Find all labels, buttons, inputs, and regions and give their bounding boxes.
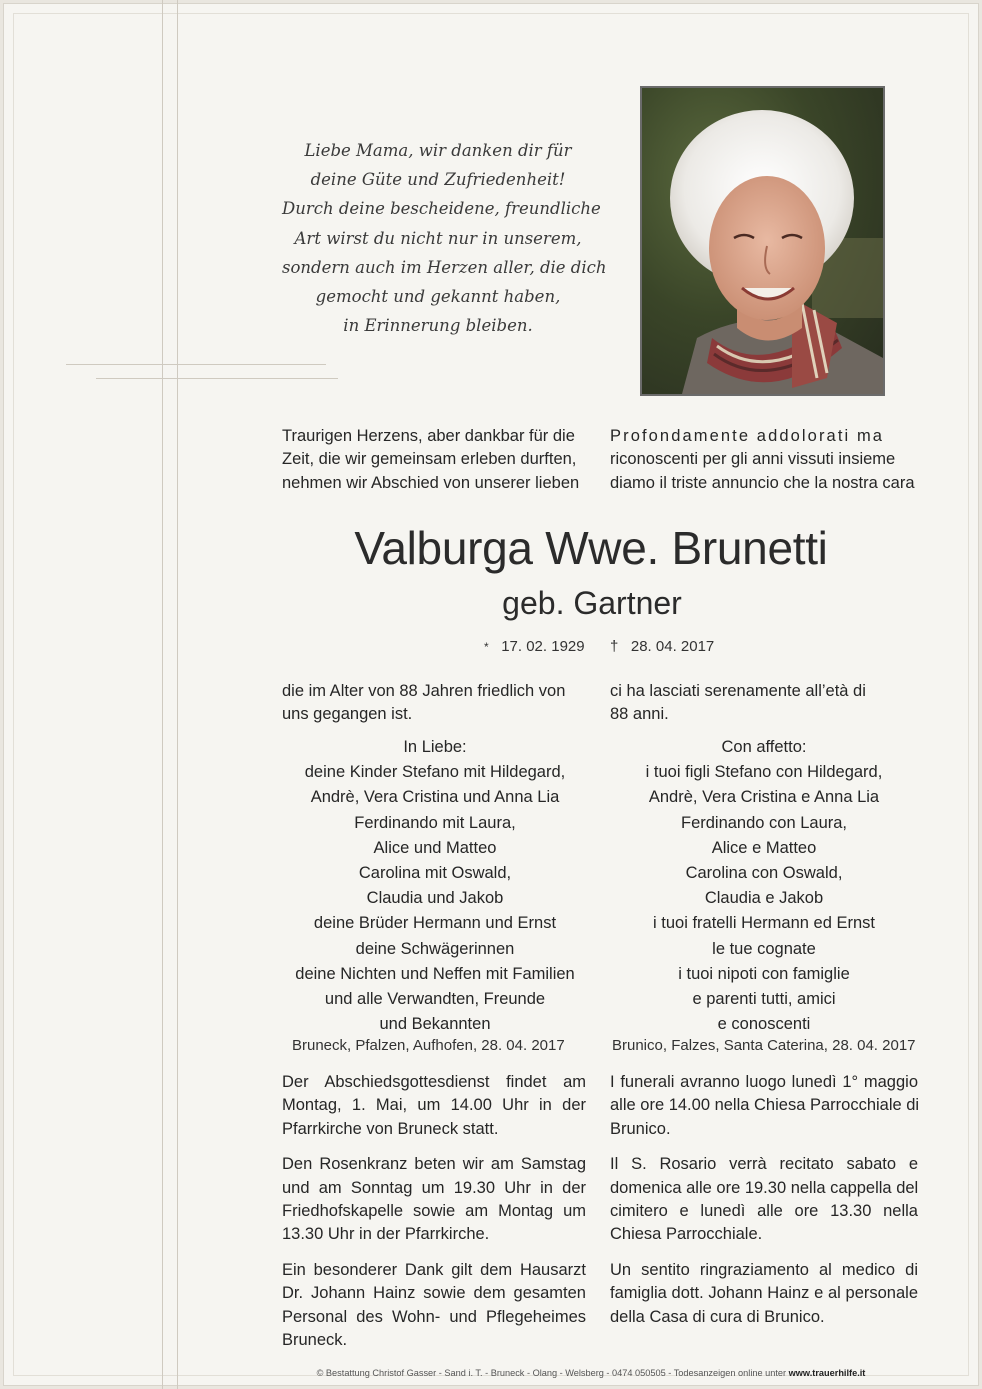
- family-it-line: e parenti tutti, amici: [692, 990, 836, 1009]
- note-line: della Casa di cura di Brunico.: [610, 1307, 825, 1326]
- family-de-line: deine Nichten und Neffen mit Familien: [295, 964, 575, 983]
- family-it-line: le tue cognate: [712, 939, 816, 958]
- family-list-german: [282, 735, 588, 1037]
- note-line: Dr. Johann Hainz sowie dem gesamten: [282, 1284, 586, 1303]
- portrait-photo: [640, 86, 885, 396]
- intro-german: [282, 425, 588, 495]
- funeral-notice-de: [282, 1071, 586, 1141]
- note-line: Brunico.: [610, 1119, 671, 1138]
- birth-date-block: [484, 637, 585, 657]
- note-line: Den Rosenkranz beten wir am Samstag: [282, 1155, 586, 1174]
- family-de-line: Claudia und Jakob: [366, 889, 504, 908]
- note-line: 13.30 Uhr in der Pfarrkirche.: [282, 1225, 490, 1244]
- note-line: und am Sonntag um 19.30 Uhr in der: [282, 1178, 586, 1197]
- family-it-line: Claudia e Jakob: [704, 889, 824, 908]
- cross-horizontal-line-top: [66, 364, 326, 365]
- family-de-line: Alice und Matteo: [373, 838, 497, 857]
- family-de-line: Andrè, Vera Cristina und Anna Lia: [310, 788, 560, 807]
- birth-symbol: *: [484, 640, 489, 654]
- thanks-notice-de: [282, 1259, 586, 1352]
- age-it-line: ci ha lasciati serenamente all’età di: [610, 682, 866, 700]
- intro-de-line: Traurigen Herzens, aber dankbar für die: [282, 427, 575, 445]
- death-date-block: [610, 637, 714, 657]
- quote-line: sondern auch im Herzen aller, die dich: [282, 257, 607, 277]
- note-line: Pfarrkirche von Bruneck statt.: [282, 1119, 499, 1138]
- note-line: I funerali avranno luogo lunedì 1° maggio: [610, 1073, 918, 1091]
- quote-line: in Erinnerung bleiben.: [343, 316, 533, 336]
- family-it-line: Alice e Matteo: [711, 838, 817, 857]
- family-de-heading: In Liebe:: [403, 738, 467, 756]
- footer-text: © Bestattung Christof Gasser - Sand i. T. - Bruneck - Olang - Welsberg - 0474 050505 - Todesanzeigen online unter: [316, 1368, 789, 1378]
- cross-horizontal-line-bottom: [96, 378, 338, 379]
- age-de-line: die im Alter von 88 Jahren friedlich von: [282, 682, 566, 700]
- note-line: Chiesa Parrocchiale.: [610, 1225, 763, 1244]
- intro-it-line: diamo il triste annuncio che la nostra cara: [610, 473, 915, 492]
- family-de-line: und Bekannten: [379, 1015, 491, 1034]
- note-line: famiglia dott. Johann Hainz e al personale: [610, 1284, 918, 1303]
- family-it-line: Andrè, Vera Cristina e Anna Lia: [648, 788, 880, 807]
- family-it-line: Ferdinando con Laura,: [680, 813, 848, 832]
- rosary-notice-de: [282, 1153, 586, 1246]
- cross-vertical-line-left: [162, 0, 163, 1389]
- intro-de-line: nehmen wir Abschied von unserer lieben: [282, 473, 580, 492]
- quote-line: Art wirst du nicht nur in unserem,: [294, 228, 582, 248]
- age-it-line: 88 anni.: [610, 705, 669, 724]
- note-line: Personal des Wohn- und Pflegeheimes: [282, 1307, 586, 1326]
- family-de-line: Carolina mit Oswald,: [358, 864, 512, 883]
- notes-italian: [610, 1071, 918, 1341]
- note-line: domenica alle ore 19.30 nella cappella del: [610, 1178, 919, 1197]
- note-line: Un sentito ringraziamento al medico di: [610, 1261, 918, 1280]
- birth-date: 17. 02. 1929: [501, 638, 585, 655]
- family-de-line: und alle Verwandten, Freunde: [324, 990, 546, 1009]
- note-line: Montag, 1. Mai, um 14.00 Uhr in der: [282, 1096, 586, 1115]
- quote-line: Durch deine bescheidene, freundliche: [282, 199, 601, 219]
- quote-line: deine Güte und Zufriedenheit!: [310, 170, 566, 190]
- quote-line: Liebe Mama, wir danken dir für: [304, 141, 572, 160]
- notes-german: [282, 1071, 586, 1365]
- intro-it-line: riconoscenti per gli anni vissuti insieme: [610, 450, 896, 469]
- family-de-line: deine Schwägerinnen: [355, 939, 515, 958]
- cross-vertical-line-right: [177, 0, 178, 1389]
- death-symbol: †: [610, 638, 619, 655]
- family-it-line: i tuoi figli Stefano con Hildegard,: [645, 763, 883, 782]
- note-line: Il S. Rosario verrà recitato sabato e: [610, 1155, 918, 1174]
- death-date: 28. 04. 2017: [630, 638, 715, 655]
- intro-italian: [610, 425, 918, 495]
- note-line: Bruneck.: [282, 1330, 348, 1349]
- portrait-illustration: [642, 88, 883, 394]
- note-line: Der Abschiedsgottesdienst findet am: [282, 1073, 586, 1091]
- family-it-heading: Con affetto:: [721, 738, 807, 756]
- note-line: cimitero e lunedì alle ore 13.30 nella: [610, 1201, 918, 1220]
- intro-it-line: Profondamente addolorati ma: [610, 427, 885, 445]
- thanks-notice-it: [610, 1259, 918, 1329]
- note-line: Ein besonderer Dank gilt dem Hausarzt: [282, 1261, 586, 1280]
- intro-de-line: Zeit, die wir gemeinsam erleben durften,: [282, 450, 577, 469]
- rosary-notice-it: [610, 1153, 918, 1246]
- family-it-line: i tuoi nipoti con famiglie: [678, 964, 850, 983]
- footer-credit: [0, 1367, 982, 1379]
- footer-url-link[interactable]: www.trauerhilfe.it: [788, 1368, 866, 1378]
- born-name: geb. Gartner: [502, 585, 682, 621]
- deceased-name: Valburga Wwe. Brunetti: [354, 522, 828, 574]
- family-it-line: i tuoi fratelli Hermann ed Ernst: [653, 914, 875, 933]
- family-de-line: deine Kinder Stefano mit Hildegard,: [304, 763, 566, 782]
- note-line: alle ore 14.00 nella Chiesa Parrocchiale di: [610, 1096, 920, 1115]
- note-line: Friedhofskapelle sowie am Montag um: [282, 1201, 586, 1220]
- family-list-italian: [610, 735, 918, 1037]
- family-de-line: Ferdinando mit Laura,: [354, 813, 516, 832]
- age-german: [282, 680, 588, 727]
- quote-line: gemocht und gekannt haben,: [315, 287, 561, 307]
- age-italian: [610, 680, 918, 727]
- family-de-line: deine Brüder Hermann und Ernst: [313, 914, 557, 933]
- memorial-quote: [282, 136, 607, 340]
- place-date-german: Bruneck, Pfalzen, Aufhofen, 28. 04. 2017: [292, 1037, 565, 1054]
- age-de-line: uns gegangen ist.: [282, 705, 413, 724]
- place-date-italian: Brunico, Falzes, Santa Caterina, 28. 04. 2017: [612, 1037, 916, 1054]
- family-it-line: e conoscenti: [717, 1015, 811, 1034]
- funeral-notice-it: [610, 1071, 918, 1141]
- family-it-line: Carolina con Oswald,: [685, 864, 843, 883]
